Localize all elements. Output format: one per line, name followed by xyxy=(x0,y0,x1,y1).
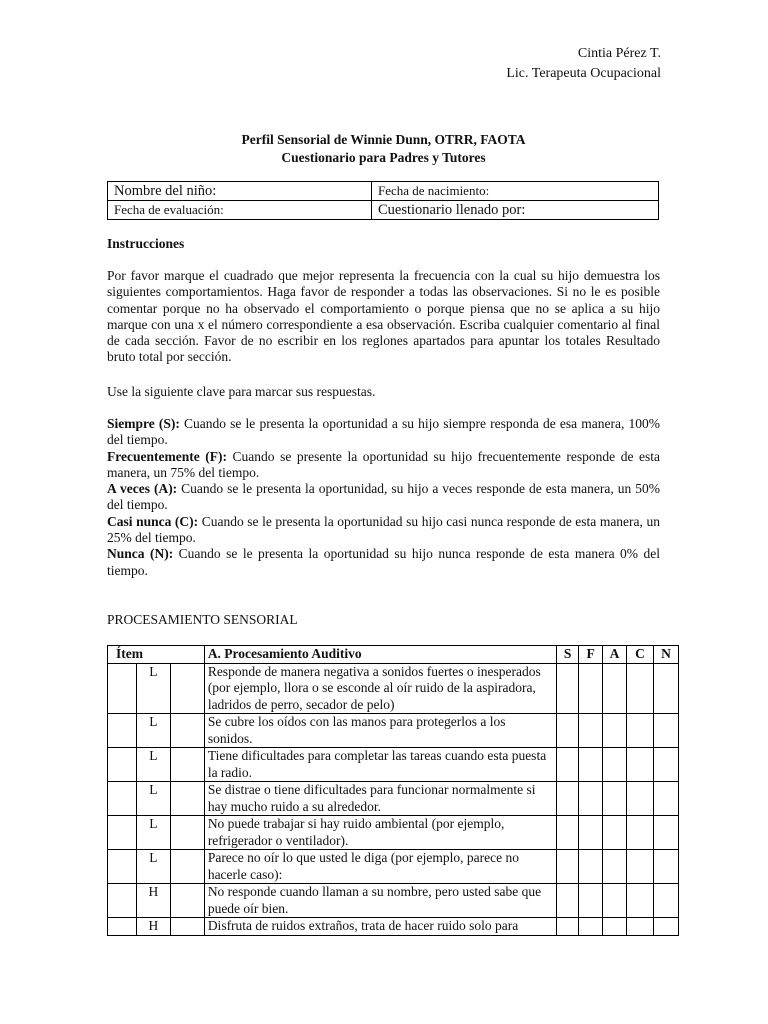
item-description: Se distrae o tiene dificultades para funcionar normalmente si hay mucho ruido a su alrededor. xyxy=(204,782,556,816)
key-item xyxy=(107,546,660,579)
item-code: H xyxy=(136,918,170,936)
key-item xyxy=(107,514,660,547)
item-code: L xyxy=(136,816,170,850)
answer-cell-f[interactable] xyxy=(579,782,603,816)
answer-cell-a[interactable] xyxy=(603,663,627,714)
key-term: Casi nunca (C): xyxy=(107,513,199,529)
header-a: A xyxy=(603,646,627,664)
key-text: Cuando se le presenta la oportunidad, su hijo a veces responde de esta manera, un 50% del tiempo. xyxy=(107,481,660,513)
header-n: N xyxy=(653,646,678,664)
answer-cell-a[interactable] xyxy=(603,884,627,918)
item-number-cell xyxy=(108,816,137,850)
item-description: No responde cuando llaman a su nombre, pero usted sabe que puede oír bien. xyxy=(204,884,556,918)
answer-cell-c[interactable] xyxy=(627,663,654,714)
key-item xyxy=(107,449,660,482)
item-extra-cell xyxy=(170,748,204,782)
item-description: Tiene dificultades para completar las tareas cuando esta puesta la radio. xyxy=(204,748,556,782)
answer-cell-s[interactable] xyxy=(557,663,579,714)
item-code: L xyxy=(136,714,170,748)
header-f: F xyxy=(579,646,603,664)
answer-cell-n[interactable] xyxy=(653,918,678,936)
answer-cell-c[interactable] xyxy=(627,884,654,918)
answer-cell-s[interactable] xyxy=(557,782,579,816)
item-code: L xyxy=(136,663,170,714)
key-term: A veces (A): xyxy=(107,481,178,497)
item-number-cell xyxy=(108,782,137,816)
item-extra-cell xyxy=(170,782,204,816)
answer-cell-n[interactable] xyxy=(653,884,678,918)
answer-cell-n[interactable] xyxy=(653,714,678,748)
title-line-1: Perfil Sensorial de Winnie Dunn, OTRR, FAOTA xyxy=(241,132,526,147)
answer-cell-c[interactable] xyxy=(627,850,654,884)
answer-cell-s[interactable] xyxy=(557,714,579,748)
answer-cell-n[interactable] xyxy=(653,663,678,714)
auditory-items-table xyxy=(107,645,679,936)
item-number-cell xyxy=(108,850,137,884)
child-name-field[interactable]: Nombre del niño: xyxy=(108,182,372,201)
author-block xyxy=(506,44,661,84)
answer-cell-f[interactable] xyxy=(579,663,603,714)
item-code: L xyxy=(136,782,170,816)
answer-cell-a[interactable] xyxy=(603,714,627,748)
item-code: L xyxy=(136,850,170,884)
table-row xyxy=(108,816,679,850)
item-extra-cell xyxy=(170,816,204,850)
item-extra-cell xyxy=(170,884,204,918)
answer-cell-s[interactable] xyxy=(557,816,579,850)
key-item xyxy=(107,416,660,449)
filled-by-field[interactable]: Cuestionario llenado por: xyxy=(372,201,659,220)
item-number-cell xyxy=(108,748,137,782)
document-title xyxy=(107,131,660,167)
instructions-heading: Instrucciones xyxy=(107,236,185,251)
item-description: No puede trabajar si hay ruido ambiental (por ejemplo, refrigerador o ventilador). xyxy=(204,816,556,850)
answer-cell-f[interactable] xyxy=(579,748,603,782)
answer-cell-s[interactable] xyxy=(557,748,579,782)
answer-key xyxy=(107,416,660,579)
answer-cell-f[interactable] xyxy=(579,714,603,748)
answer-cell-f[interactable] xyxy=(579,816,603,850)
answer-cell-c[interactable] xyxy=(627,782,654,816)
answer-cell-a[interactable] xyxy=(603,748,627,782)
answer-cell-s[interactable] xyxy=(557,918,579,936)
item-code: L xyxy=(136,748,170,782)
key-item xyxy=(107,481,660,514)
item-number-cell xyxy=(108,884,137,918)
item-extra-cell xyxy=(170,663,204,714)
answer-cell-f[interactable] xyxy=(579,884,603,918)
answer-cell-a[interactable] xyxy=(603,782,627,816)
answer-cell-c[interactable] xyxy=(627,748,654,782)
item-description: Se cubre los oídos con las manos para protegerlos a los sonidos. xyxy=(204,714,556,748)
answer-cell-s[interactable] xyxy=(557,850,579,884)
item-number-cell xyxy=(108,918,137,936)
answer-cell-f[interactable] xyxy=(579,918,603,936)
item-description: Parece no oír lo que usted le diga (por ejemplo, parece no hacerle caso): xyxy=(204,850,556,884)
answer-cell-n[interactable] xyxy=(653,782,678,816)
key-text: Cuando se le presenta la oportunidad su hijo casi nunca responde de esta manera, un 25% del tiempo. xyxy=(107,513,660,546)
answer-cell-n[interactable] xyxy=(653,850,678,884)
table-row xyxy=(108,714,679,748)
key-term: Frecuentemente (F): xyxy=(107,448,227,464)
answer-cell-a[interactable] xyxy=(603,850,627,884)
item-extra-cell xyxy=(170,918,204,936)
key-text: Cuando se le presenta la oportunidad su hijo nunca responde de esta manera 0% del tiempo. xyxy=(107,546,661,578)
author-name: Cintia Pérez T. xyxy=(577,46,661,61)
key-text: Cuando se le presenta la oportunidad a su hijo siempre responda de esa manera, 100% del tiempo. xyxy=(107,416,660,448)
item-extra-cell xyxy=(170,714,204,748)
item-number-cell xyxy=(108,663,137,714)
key-term: Siempre (S): xyxy=(107,416,180,431)
answer-cell-c[interactable] xyxy=(627,714,654,748)
table-row xyxy=(108,748,679,782)
title-line-2: Cuestionario para Padres y Tutores xyxy=(281,150,486,165)
key-intro: Use la siguiente clave para marcar sus respuestas. xyxy=(107,384,376,399)
answer-cell-a[interactable] xyxy=(603,918,627,936)
author-title: Lic. Terapeuta Ocupacional xyxy=(506,66,661,81)
answer-cell-c[interactable] xyxy=(627,918,654,936)
answer-cell-n[interactable] xyxy=(653,748,678,782)
section-title: PROCESAMIENTO SENSORIAL xyxy=(107,612,298,627)
answer-cell-a[interactable] xyxy=(603,816,627,850)
birth-date-field[interactable]: Fecha de nacimiento: xyxy=(372,182,659,201)
key-text: Cuando se presente la oportunidad su hijo frecuentemente responde de esta manera, un 75% del tiempo. xyxy=(107,448,660,480)
item-extra-cell xyxy=(170,850,204,884)
table-row xyxy=(108,782,679,816)
item-number-cell xyxy=(108,714,137,748)
table-row xyxy=(108,850,679,884)
answer-cell-n[interactable] xyxy=(653,816,678,850)
info-table xyxy=(107,181,659,220)
instructions-paragraph: Por favor marque el cuadrado que mejor representa la frecuencia con la cual su hijo demuestra los siguientes comportamientos. Haga favor de responder a todas las observaciones. Si no le es posible comentar porque no ha observado el comportamiento o porque piensa que no se aplica a su hijo marque con una x el número correspondiente a esa observación. Escriba cualquier comentario al final de cada sección. Favor de no escribir en los reglones apartados para apuntar los totales Resultado bruto total por sección. xyxy=(107,268,660,365)
key-term: Nunca (N): xyxy=(107,546,174,562)
header-s: S xyxy=(557,646,579,664)
eval-date-field[interactable]: Fecha de evaluación: xyxy=(108,201,372,220)
answer-cell-c[interactable] xyxy=(627,816,654,850)
item-description: Responde de manera negativa a sonidos fuertes o inesperados (por ejemplo, llora o se esconde al oír ruido de la aspiradora, ladridos de perro, secador de pelo) xyxy=(204,663,556,714)
table-row xyxy=(108,663,679,714)
header-item: Ítem xyxy=(108,646,205,664)
header-category: A. Procesamiento Auditivo xyxy=(204,646,556,664)
answer-cell-s[interactable] xyxy=(557,884,579,918)
answer-cell-f[interactable] xyxy=(579,850,603,884)
table-row xyxy=(108,918,679,936)
item-code: H xyxy=(136,884,170,918)
header-c: C xyxy=(627,646,654,664)
item-description: Disfruta de ruidos extraños, trata de hacer ruido solo para xyxy=(204,918,556,936)
table-row xyxy=(108,884,679,918)
